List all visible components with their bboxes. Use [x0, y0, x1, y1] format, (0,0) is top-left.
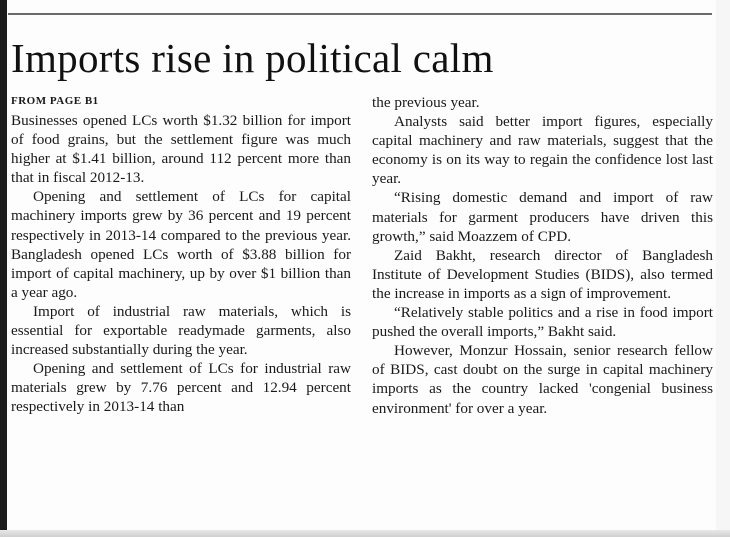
paragraph: Opening and settlement of LCs for capital machinery imports grew by 36 percent and 19 percent respectively in 2013-14 compared to the previous year. Bangladesh opened LCs worth of $3.88 billion for import of capital machinery, up by over $1 billion than a year ago.	[11, 188, 351, 301]
article-column-right	[372, 93, 713, 418]
paragraph: Import of industrial raw materials, which is essential for exportable readymade garments, also increased substantially during the year.	[11, 302, 351, 359]
paragraph: Analysts said better import figures, especially capital machinery and raw materials, suggest that the economy is on its way to regain the confidence lost last year.	[372, 113, 713, 188]
paragraph: the previous year.	[372, 94, 480, 111]
paragraph: “Rising domestic demand and import of raw materials for garment producers have driven this growth,” said Moazzem of CPD.	[372, 189, 713, 245]
scan-left-edge	[0, 0, 7, 537]
article-column-left	[11, 93, 351, 417]
paragraph: Businesses opened LCs worth $1.32 billion for import of food grains, but the settlement figure was much higher at $1.41 billion, around 112 percent more than that in fiscal 2012-13.	[11, 112, 351, 187]
continued-from-kicker: FROM PAGE B1	[11, 95, 99, 107]
paragraph: Zaid Bakht, research director of Bangladesh Institute of Development Studies (BIDS), also termed the increase in imports as a sign of improvement.	[372, 246, 713, 302]
paragraph: “Relatively stable politics and a rise in food import pushed the overall imports,” Bakht said.	[372, 304, 713, 341]
scan-right-edge	[716, 0, 730, 537]
paragraph: However, Monzur Hossain, senior research fellow of BIDS, cast doubt on the surge in capital machinery imports as the country lacked 'congenial business environment' for over a year.	[372, 342, 713, 417]
scan-bottom-edge	[0, 530, 730, 537]
top-rule-divider	[8, 13, 712, 15]
paragraph: Opening and settlement of LCs for industrial raw materials grew by 7.76 percent and 12.94 percent respectively in 2013-14 than	[11, 360, 351, 416]
article-headline: Imports rise in political calm	[11, 35, 494, 81]
